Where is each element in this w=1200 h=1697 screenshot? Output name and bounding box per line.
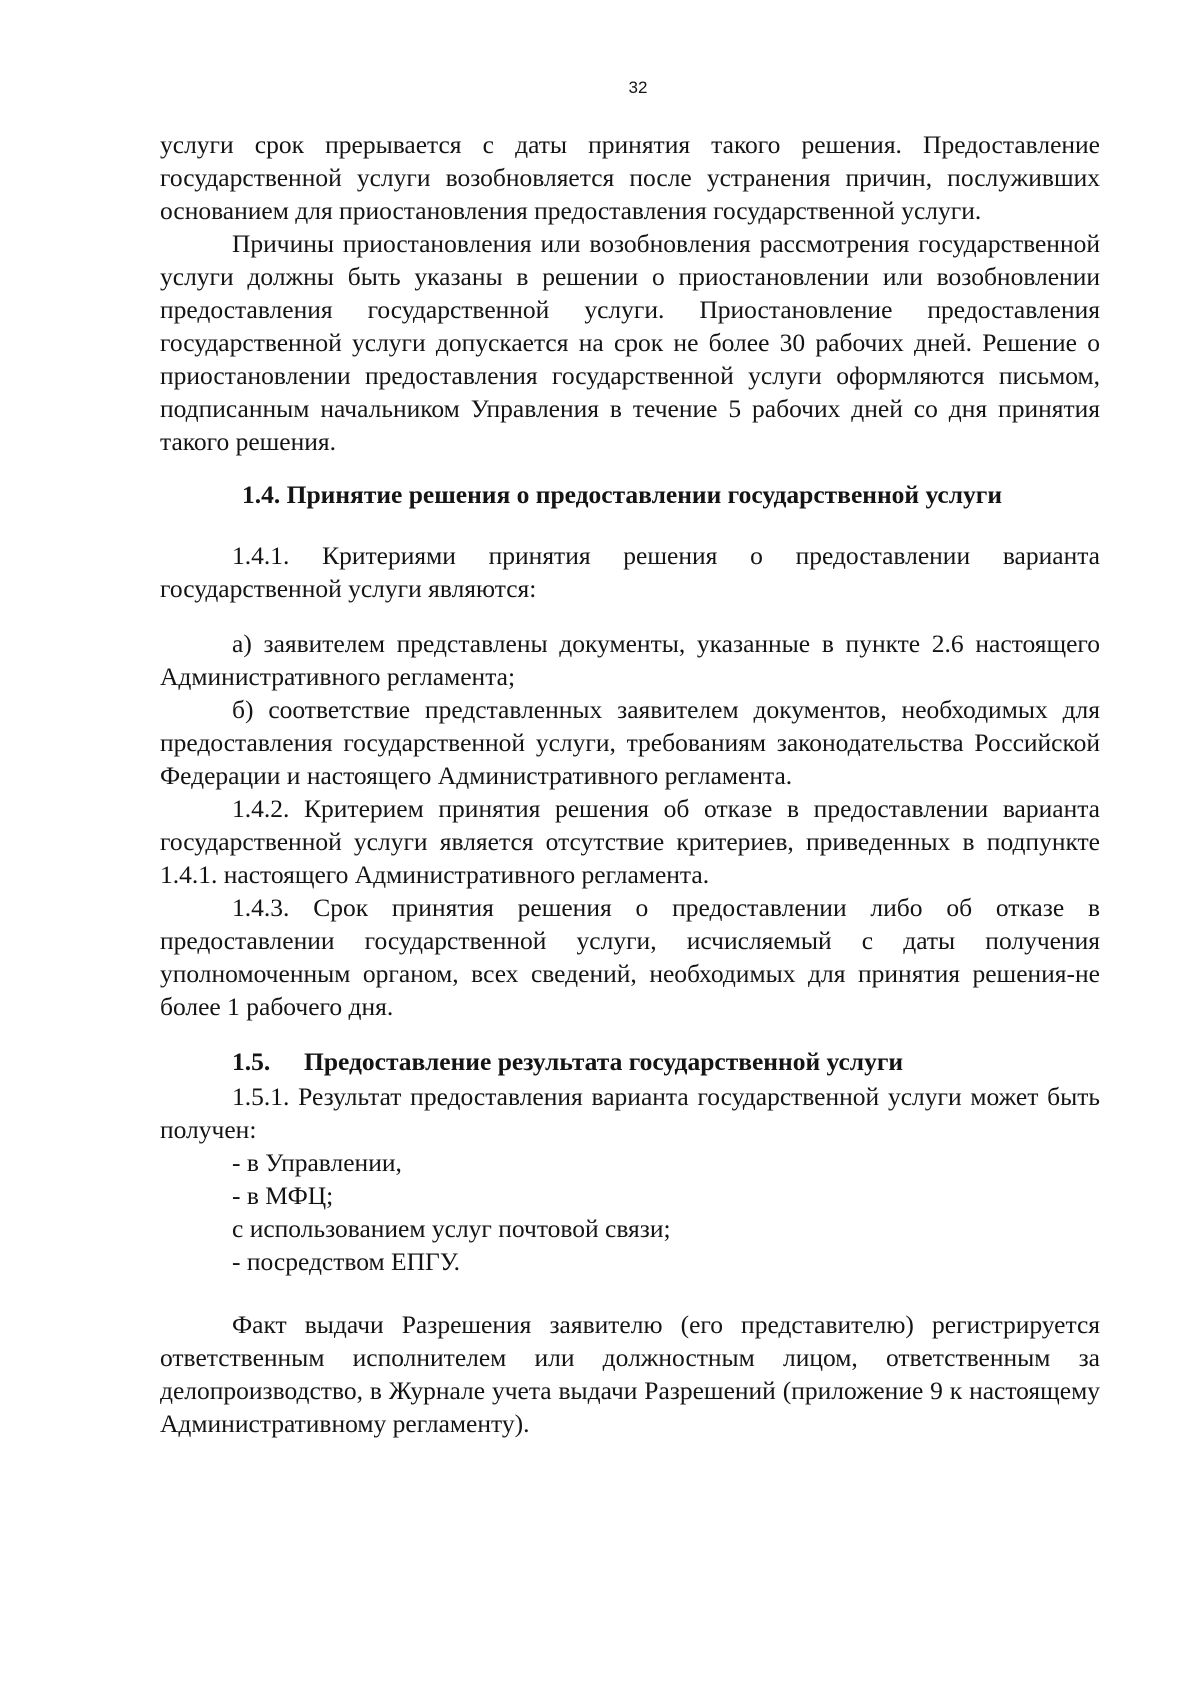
paragraph-1-4-2: 1.4.2. Критерием принятия решения об отказе в предоставлении варианта государственной услуги является отсутствие критериев, приведенных в подпункте 1.4.1. настоящего Административного регламента.: [160, 794, 1100, 889]
paragraph-issuance-registration: Факт выдачи Разрешения заявителю (его представителю) регистрируется ответственным исполнителем или должностным лицом, ответственным за делопроизводство, в Журнале учета выдачи Разрешений (приложение 9 к настоящему Административному регламенту).: [160, 1310, 1100, 1438]
paragraph-1-4-1: 1.4.1. Критериями принятия решения о предоставлении варианта государственной услуги являются:: [160, 541, 1100, 603]
page-content: [160, 128, 1100, 1440]
paragraph-1-4-3: 1.4.3. Срок принятия решения о предоставлении либо об отказе в предоставлении государственной услуги, исчисляемый с даты получения уполномоченным органом, всех сведений, необходимых для принятия решения-не более 1 рабочего дня.: [160, 893, 1100, 1021]
section-heading-1-5: [160, 1045, 1100, 1078]
paragraph-suspension-reasons: Причины приостановления или возобновления рассмотрения государственной услуги должны быть указаны в решении о приостановлении или возобновлении предоставления государственной услуги. Приостановление предоставления государственной услуги допускается на срок не более 30 рабочих дней. Решение о приостановлении предоставления государственной услуги оформляются письмом, подписанным начальником Управления в течение 5 рабочих дней со дня принятия такого решения.: [160, 229, 1100, 456]
list-item: - в Управлении,: [232, 1148, 402, 1177]
paragraph-continuation: услуги срок прерывается с даты принятия такого решения. Предоставление государственной услуги возобновляется после устранения причин, послуживших основанием для приостановления предоставления государственной услуги.: [160, 130, 1100, 225]
page-number: 32: [628, 78, 648, 97]
paragraph-1-5-1: 1.5.1. Результат предоставления варианта государственной услуги может быть получен:: [160, 1082, 1100, 1144]
section-heading-1-4: 1.4. Принятие решения о предоставлении государственной услуги: [242, 480, 1003, 509]
section-heading-1-5-text: Предоставление результата государственной услуги: [304, 1047, 904, 1076]
list-item: - посредством ЕПГУ.: [232, 1247, 461, 1276]
list-item: - в МФЦ;: [232, 1181, 334, 1210]
list-item-b: б) соответствие представленных заявителем документов, необходимых для предоставления государственной услуги, требованиям законодательства Российской Федерации и настоящего Административного регламента.: [160, 695, 1100, 790]
section-heading-1-5-number: 1.5.: [232, 1047, 271, 1076]
list-item-a: а) заявителем представлены документы, указанные в пункте 2.6 настоящего Административного регламента;: [160, 629, 1100, 691]
list-item: с использованием услуг почтовой связи;: [232, 1214, 671, 1243]
